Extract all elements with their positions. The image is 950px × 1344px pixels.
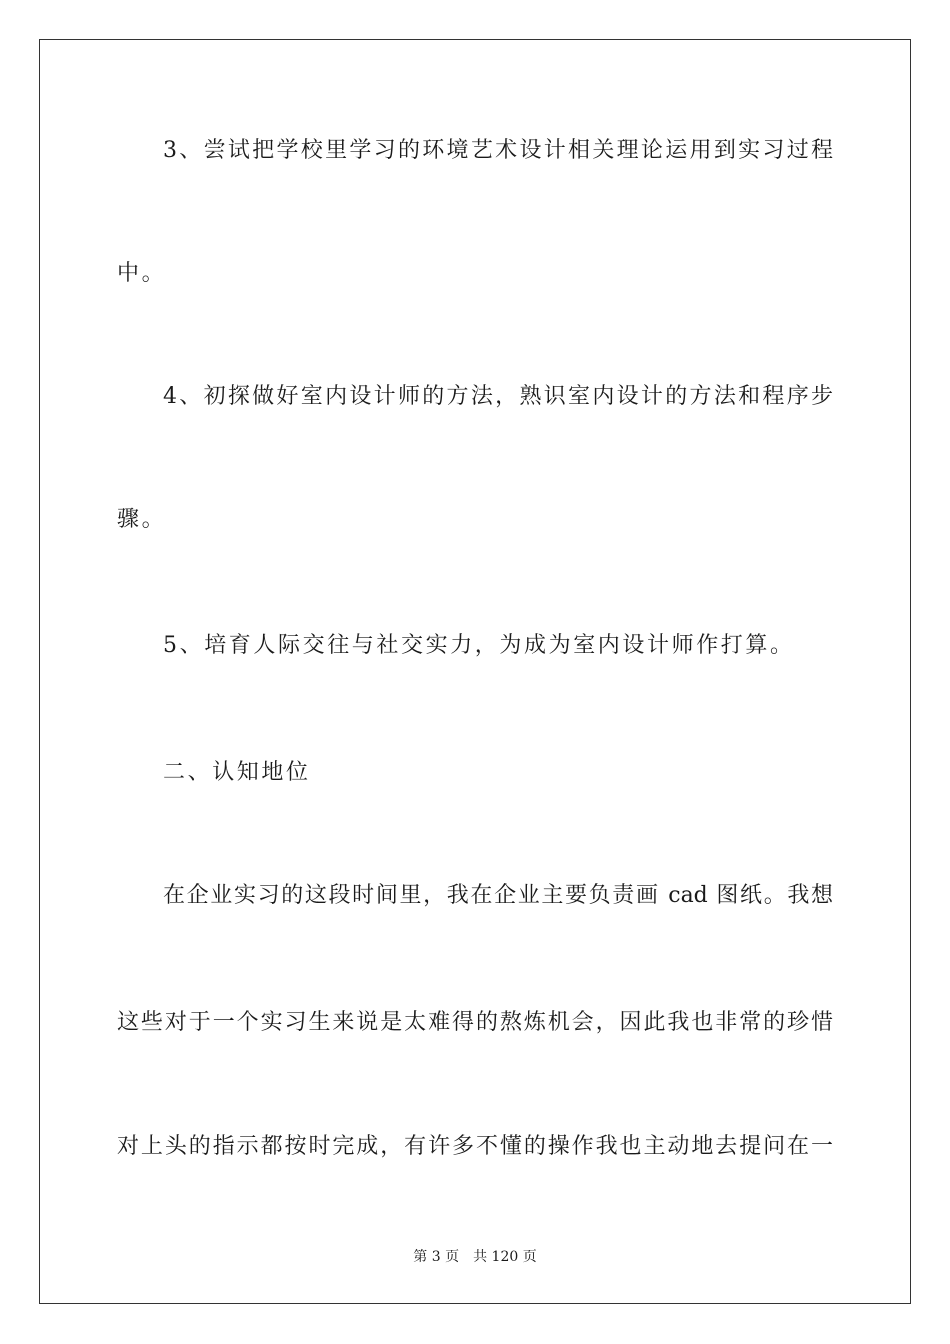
page-number: 第 3 页 [413, 1249, 460, 1265]
page-footer [0, 1248, 950, 1266]
section-heading: 二、认知地位 [163, 760, 311, 785]
paragraph-line-2: 中。 [117, 261, 167, 286]
paragraph-line-7: 在企业实习的这段时间里，我在企业主要负责画 cad 图纸。我想 [163, 883, 833, 908]
paragraph-line-8: 这些对于一个实习生来说是太难得的熬炼机会，因此我也非常的珍惜 [117, 1010, 833, 1035]
paragraph-line-3: 4、初探做好室内设计师的方法，熟识室内设计的方法和程序步 [163, 384, 833, 409]
paragraph-line-1: 3、尝试把学校里学习的环境艺术设计相关理论运用到实习过程 [163, 138, 833, 163]
paragraph-line-9: 对上头的指示都按时完成，有许多不懂的操作我也主动地去提问在一 [117, 1134, 833, 1159]
page-total: 共 120 页 [473, 1249, 537, 1265]
page-border [39, 39, 911, 1304]
paragraph-line-4: 骤。 [117, 507, 167, 532]
paragraph-line-5: 5、培育人际交往与社交实力，为成为室内设计师作打算。 [163, 633, 795, 658]
